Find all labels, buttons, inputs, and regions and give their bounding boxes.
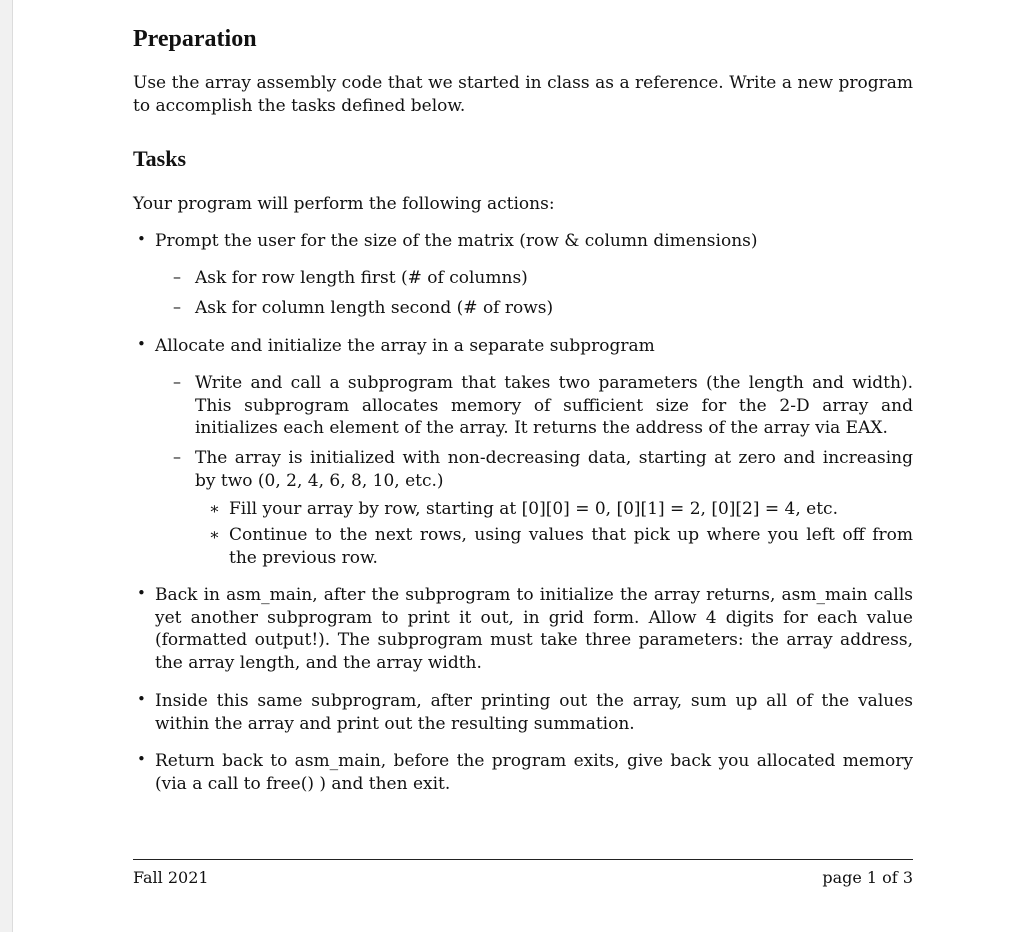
task-text: Return back to asm_main, before the program exits, give back you allocated memory (via a call to free() ) and then exit. [155,751,913,794]
task-subsubitem [209,498,913,521]
preparation-paragraph: Use the array assembly code that we started in class as a reference. Write a new program to accomplish the tasks defined below. [133,73,913,116]
task-text: Prompt the user for the size of the matrix (row & column dimensions) [155,231,758,251]
section-heading-tasks: Tasks [133,146,187,171]
tasks-lead: Your program will perform the following actions: [133,194,555,214]
subitem-text: Ask for row length first (# of columns) [195,268,528,288]
task-item [133,230,913,253]
task-text: Back in asm_main, after the subprogram to initialize the array returns, asm_main calls yet another subprogram to print it out, in grid form. Allow 4 digits for each value (formatted output!). The subprogram must take three parameters: the array address, the array length, and the array width. [155,585,913,673]
task-subitem [173,372,913,440]
dash-icon: – [173,297,181,316]
task-text: Allocate and initialize the array in a separate subprogram [155,336,655,356]
footer-term: Fall 2021 [133,868,209,887]
subsubitem-text: Continue to the next rows, using values that pick up where you left off from the previous row. [229,525,913,568]
task-item [133,584,913,674]
task-item [133,750,913,795]
footer-page-number: page 1 of 3 [822,868,913,887]
section-heading-preparation: Preparation [133,26,257,52]
task-subitem [173,297,913,320]
task-subitem [173,267,913,290]
task-subitem [173,447,913,492]
star-icon: ∗ [209,525,220,544]
dash-icon: – [173,372,181,391]
task-text: Inside this same subprogram, after printing out the array, sum up all of the values within the array and print out the resulting summation. [155,691,913,734]
task-item [133,335,913,358]
bullet-icon: • [137,230,146,248]
task-item [133,690,913,735]
task-subsubitem [209,524,913,569]
bullet-icon: • [137,750,146,768]
subitem-text: The array is initialized with non-decreasing data, starting at zero and increasing by two (0, 2, 4, 6, 8, 10, etc.) [195,448,913,491]
subitem-text: Write and call a subprogram that takes two parameters (the length and width). This subprogram allocates memory of sufficient size for the 2-D array and initializes each element of the array. It returns the address of the array via EAX. [195,373,913,438]
bullet-icon: • [137,690,146,708]
subsubitem-text: Fill your array by row, starting at [0][0] = 0, [0][1] = 2, [0][2] = 4, etc. [229,499,838,519]
dash-icon: – [173,447,181,466]
bullet-icon: • [137,584,146,602]
bullet-icon: • [137,335,146,353]
star-icon: ∗ [209,499,220,518]
footer-rule [133,859,913,860]
document-page [12,0,1023,932]
subitem-text: Ask for column length second (# of rows) [195,298,554,318]
dash-icon: – [173,267,181,286]
